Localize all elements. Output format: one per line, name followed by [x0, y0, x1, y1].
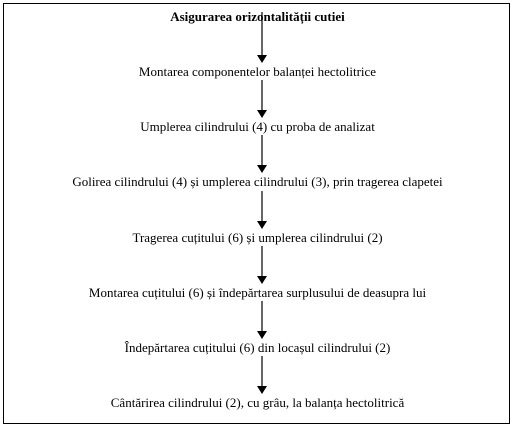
- flow-step-1: Montarea componentelor balanței hectolitrice: [138, 64, 377, 79]
- flow-step-3: Golirea cilindrului (4) și umplerea cilindrului (3), prin tragerea clapetei: [72, 174, 443, 189]
- flow-step-7: Cântărirea cilindrului (2), cu grâu, la balanța hectolitrică: [110, 395, 405, 410]
- flow-step-5: Montarea cuțitului (6) și îndepărtarea surplusului de deasupra lui: [88, 285, 427, 300]
- diagram-title: Asigurarea orizontalității cutiei: [170, 9, 345, 24]
- flow-step-4: Tragerea cuțitului (6) și umplerea cilindrului (2): [132, 230, 383, 245]
- flow-step-2: Umplerea cilindrului (4) cu proba de analizat: [140, 119, 375, 134]
- flow-step-6: Îndepărtarea cuțitului (6) din locașul cilindrului (2): [124, 340, 391, 355]
